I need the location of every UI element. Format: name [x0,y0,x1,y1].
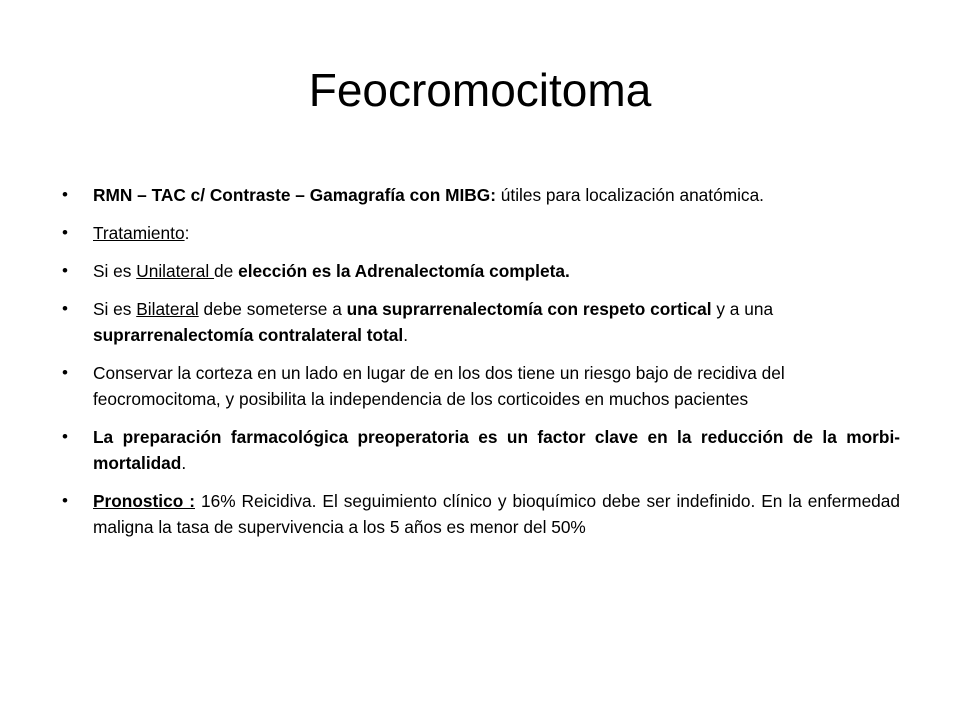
bullet-item [62,220,900,246]
bullet-text-segment: . [403,325,409,345]
bullet-text-segment: : [184,223,190,243]
bullet-text-segment: elección es la Adrenalectomía completa. [238,261,570,281]
bullet-text-segment: Tratamiento [93,223,185,243]
bullet-item [62,258,900,284]
bullet-item [62,360,900,412]
bullet-text-segment: Unilateral [136,261,215,281]
bullet-text-segment: RMN – TAC c/ Contraste – Gamagrafía con MIBG: [93,185,496,205]
bullet-text-segment: una suprarrenalectomía con respeto cortical [346,299,712,319]
bullet-text-segment: Bilateral [136,299,199,319]
bullet-item [62,488,900,540]
bullet-text-segment: Conservar la corteza en un lado en lugar de en los dos tiene un riesgo bajo de recidiva del feocromocitoma, y posibilita la independencia de los corticoides en muchos pacientes [93,363,785,409]
bullet-item [62,182,900,208]
bullet-item [62,296,900,348]
bullet-item [62,424,900,476]
bullet-text-segment: útiles para localización anatómica. [495,185,764,205]
bullet-text-segment: debe someterse a [198,299,347,319]
bullet-text-segment: y a una [711,299,774,319]
bullet-list [62,182,900,552]
slide-title: Feocromocitoma [308,64,652,116]
bullet-text-segment: Si es [93,261,137,281]
bullet-text-segment: . [181,453,187,473]
bullet-text-segment: suprarrenalectomía contralateral total [93,325,404,345]
bullet-text-segment: Si es [93,299,137,319]
bullet-text-segment: La preparación farmacológica preoperatoria es un factor clave en la reducción de la morbi-mortalidad [93,427,900,473]
bullet-text-segment: Pronostico : [93,491,195,511]
bullet-text-segment: 16% Reicidiva. El seguimiento clínico y bioquímico debe ser indefinido. En la enfermedad maligna la tasa de supervivencia a los 5 años es menor del 50% [93,491,901,537]
bullet-text-segment: de [214,261,239,281]
